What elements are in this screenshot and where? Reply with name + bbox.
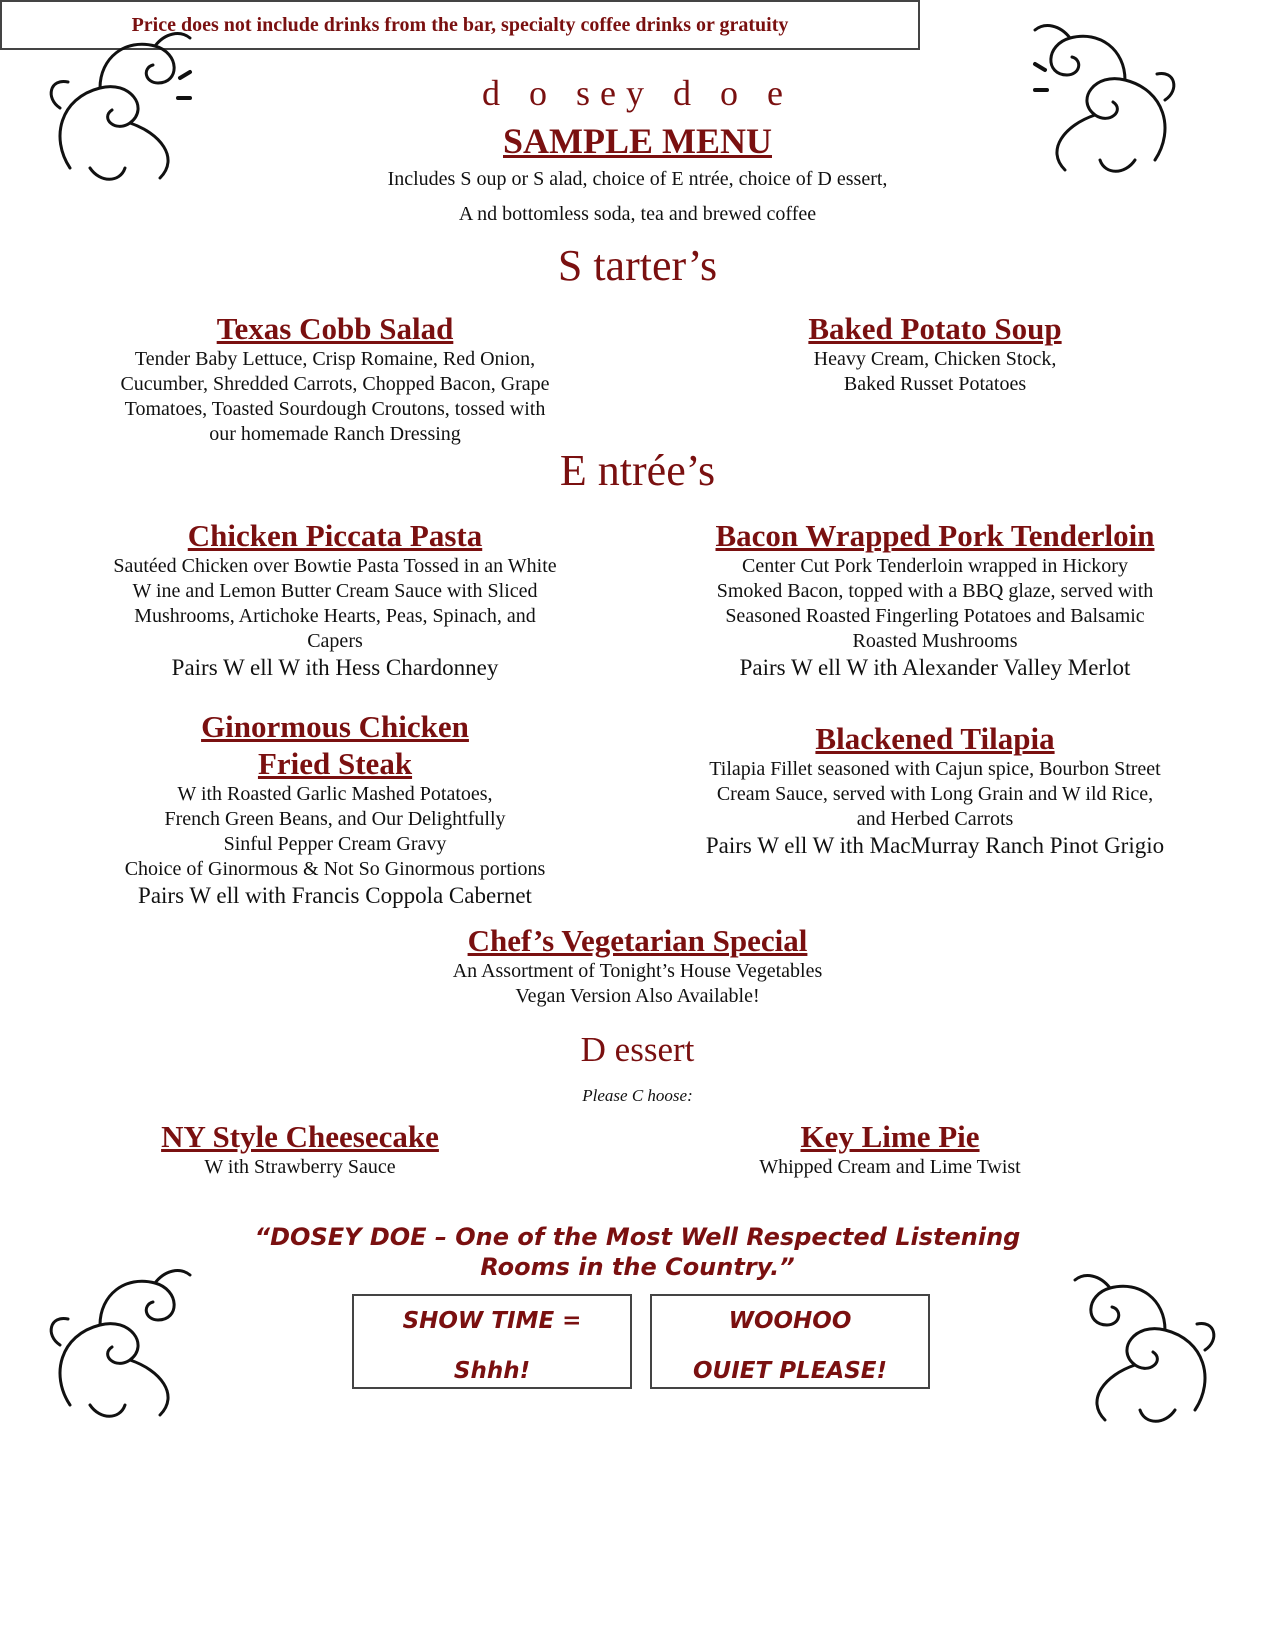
- dessert-ny-cheesecake: [90, 1118, 510, 1180]
- dish-name: Bacon Wrapped Pork Tenderloin: [715, 518, 1155, 553]
- dish-desc: Mushrooms, Artichoke Hearts, Peas, Spinach, and: [134, 605, 536, 627]
- price-note: Price does not include drinks from the bar, specialty coffee drinks or gratuity: [0, 0, 920, 50]
- intro-line: Includes S oup or S alad, choice of E ntrée, choice of D essert,: [387, 168, 888, 190]
- section-title-dessert: D essert: [580, 1030, 695, 1069]
- dish-desc: W ith Strawberry Sauce: [204, 1156, 396, 1178]
- dish-desc: Vegan Version Also Available!: [515, 985, 760, 1007]
- quote-line: Rooms in the Country.”: [480, 1253, 795, 1281]
- dish-name: Key Lime Pie: [800, 1119, 980, 1154]
- dish-name: Ginormous Chicken: [201, 709, 469, 744]
- dish-name: Chef’s Vegetarian Special: [467, 923, 808, 958]
- wine-pairing: Pairs W ell W ith Hess Chardonney: [171, 655, 499, 680]
- dish-desc: Tender Baby Lettuce, Crisp Romaine, Red Onion,: [134, 348, 536, 370]
- dish-desc: W ith Roasted Garlic Mashed Potatoes,: [177, 783, 493, 805]
- dish-desc: Tilapia Fillet seasoned with Cajun spice, Bourbon Street: [709, 758, 1161, 780]
- dish-chefs-vegetarian-special: [0, 922, 1275, 1009]
- wine-pairing: Pairs W ell W ith Alexander Valley Merlot: [739, 655, 1131, 680]
- dish-desc: Capers: [307, 630, 363, 652]
- dish-desc: Cream Sauce, served with Long Grain and W ild Rice,: [716, 783, 1154, 805]
- intro-line: A nd bottomless soda, tea and brewed coffee: [458, 203, 817, 225]
- dish-desc: our homemade Ranch Dressing: [209, 423, 461, 445]
- box-line: OUIET PLEASE!: [693, 1358, 887, 1384]
- dish-chicken-piccata-pasta: [70, 517, 600, 682]
- dish-desc: Smoked Bacon, topped with a BBQ glaze, served with: [716, 580, 1154, 602]
- section-title-entrees: E ntrée’s: [559, 446, 716, 495]
- dish-desc: Sinful Pepper Cream Gravy: [223, 833, 447, 855]
- box-line: WOOHOO: [728, 1308, 852, 1334]
- dish-baked-potato-soup: [660, 310, 1210, 397]
- dish-desc: W ine and Lemon Butter Cream Sauce with Sliced: [132, 580, 538, 602]
- dessert-key-lime-pie: [680, 1118, 1100, 1180]
- dish-bacon-wrapped-pork: [660, 517, 1210, 682]
- dish-desc: Seasoned Roasted Fingerling Potatoes and Balsamic: [725, 605, 1145, 627]
- dish-desc: Choice of Ginormous & Not So Ginormous portions: [124, 858, 546, 880]
- wine-pairing: Pairs W ell W ith MacMurray Ranch Pinot Grigio: [705, 833, 1165, 858]
- dish-name: Chicken Piccata Pasta: [187, 518, 483, 553]
- dish-desc: Whipped Cream and Lime Twist: [759, 1156, 1021, 1178]
- brand-name: d o sey d o e: [482, 73, 793, 113]
- dish-name: Blackened Tilapia: [815, 721, 1055, 756]
- dish-desc: Roasted Mushrooms: [852, 630, 1018, 652]
- dish-desc: French Green Beans, and Our Delightfully: [164, 808, 506, 830]
- quote-line: “DOSEY DOE – One of the Most Well Respected Listening: [254, 1223, 1021, 1251]
- dish-desc: Tomatoes, Toasted Sourdough Croutons, tossed with: [124, 398, 546, 420]
- dish-texas-cobb-salad: [70, 310, 600, 447]
- box-line: Shhh!: [453, 1358, 531, 1384]
- show-time-box: [352, 1294, 632, 1389]
- box-line: SHOW TIME =: [402, 1308, 582, 1334]
- flourish-swirl-icon: [30, 1255, 210, 1435]
- dish-desc: Baked Russet Potatoes: [843, 373, 1027, 395]
- dish-desc: An Assortment of Tonight’s House Vegetables: [452, 960, 823, 982]
- wine-pairing: Pairs W ell with Francis Coppola Cabernet: [138, 883, 532, 908]
- quiet-please-box: [650, 1294, 930, 1389]
- dish-desc: and Herbed Carrots: [856, 808, 1014, 830]
- dish-ginormous-chicken-fried-steak: [70, 708, 600, 910]
- dessert-subtitle: Please C hoose:: [582, 1086, 693, 1105]
- page-title: SAMPLE MENU: [503, 121, 772, 161]
- dish-name: Texas Cobb Salad: [216, 311, 454, 346]
- dish-desc: Heavy Cream, Chicken Stock,: [813, 348, 1057, 370]
- dish-desc: Sautéed Chicken over Bowtie Pasta Tossed in an White: [113, 555, 557, 577]
- flourish-swirl-icon: [1055, 1260, 1235, 1440]
- venue-quote: [0, 1222, 1275, 1282]
- section-title-starters: S tarter’s: [557, 241, 718, 290]
- dish-name: Fried Steak: [257, 746, 413, 781]
- dish-name: Baked Potato Soup: [808, 311, 1062, 346]
- dish-desc: Cucumber, Shredded Carrots, Chopped Bacon, Grape: [120, 373, 550, 395]
- dish-desc: Center Cut Pork Tenderloin wrapped in Hickory: [742, 555, 1128, 577]
- dish-blackened-tilapia: [660, 720, 1210, 860]
- dish-name: NY Style Cheesecake: [161, 1119, 439, 1154]
